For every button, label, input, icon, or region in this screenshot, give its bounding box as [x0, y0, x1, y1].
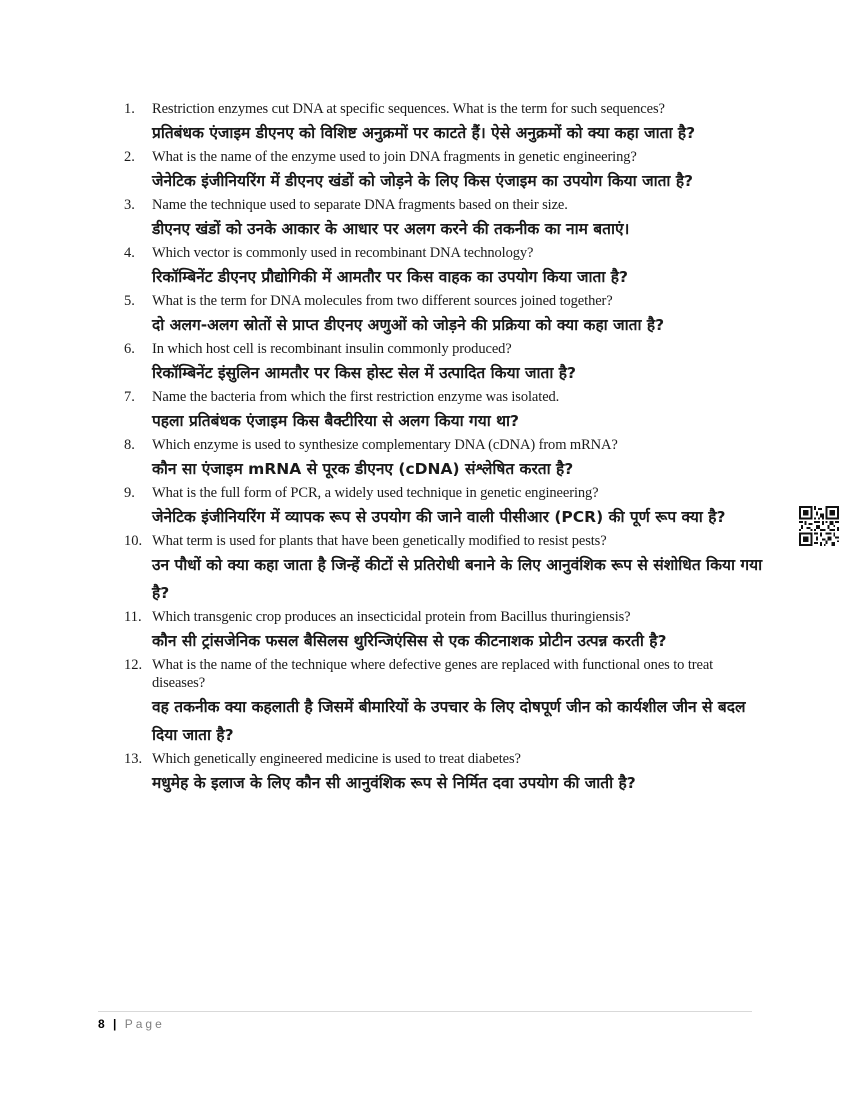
question-number: 9. — [124, 485, 135, 501]
qr-code-icon[interactable] — [799, 506, 839, 546]
question-number: 12. — [124, 657, 143, 673]
question-item — [124, 292, 764, 340]
question-body — [152, 244, 764, 292]
question-item — [124, 750, 764, 798]
question-hindi: वह तकनीक क्या कहलाती है जिसमें बीमारियों के उपचार के लिए दोषपूर्ण जीन को कार्यशील जीन से बदल दिया जाता है? — [152, 698, 746, 744]
question-number: 13. — [124, 751, 143, 767]
question-english: Which transgenic crop produces an insecticidal protein from Bacillus thuringiensis? — [152, 609, 631, 625]
question-body — [152, 436, 764, 484]
question-body — [152, 484, 764, 532]
question-body — [152, 292, 764, 340]
question-item — [124, 532, 764, 608]
question-item — [124, 388, 764, 436]
question-list — [124, 100, 764, 798]
question-hindi: मधुमेह के इलाज के लिए कौन सी आनुवंशिक रूप से निर्मित दवा उपयोग की जाती है? — [152, 774, 636, 792]
question-item — [124, 244, 764, 292]
question-english: What is the name of the enzyme used to join DNA fragments in genetic engineering? — [152, 149, 637, 165]
question-number: 3. — [124, 197, 135, 213]
page-label: Page — [124, 1017, 165, 1031]
question-hindi: रिकॉम्बिनेंट डीएनए प्रौद्योगिकी में आमतौर पर किस वाहक का उपयोग किया जाता है? — [152, 268, 629, 286]
question-number: 8. — [124, 437, 135, 453]
question-body — [152, 388, 764, 436]
question-english: What is the name of the technique where defective genes are replaced with functional ones to treat diseases? — [152, 657, 714, 691]
question-number: 7. — [124, 389, 135, 405]
question-english: Which genetically engineered medicine is used to treat diabetes? — [152, 751, 521, 767]
question-english: Which vector is commonly used in recombinant DNA technology? — [152, 245, 534, 261]
question-hindi: दो अलग-अलग स्रोतों से प्राप्त डीएनए अणुओं को जोड़ने की प्रक्रिया को क्या कहा जाता है? — [152, 316, 665, 334]
question-english: Name the technique used to separate DNA fragments based on their size. — [152, 197, 568, 213]
question-english: What is the full form of PCR, a widely used technique in genetic engineering? — [152, 485, 599, 501]
question-number: 10. — [124, 533, 143, 549]
question-english: Name the bacteria from which the first restriction enzyme was isolated. — [152, 389, 560, 405]
question-english: In which host cell is recombinant insulin commonly produced? — [152, 341, 512, 357]
question-body — [152, 656, 764, 750]
question-item — [124, 100, 764, 148]
question-body — [152, 148, 764, 196]
question-hindi: कौन सी ट्रांसजेनिक फसल बैसिलस थुरिन्जिएंसिस से एक कीटनाशक प्रोटीन उत्पन्न करती है? — [152, 632, 667, 650]
question-number: 6. — [124, 341, 135, 357]
question-body — [152, 340, 764, 388]
question-item — [124, 608, 764, 656]
question-english: Which enzyme is used to synthesize complementary DNA (cDNA) from mRNA? — [152, 437, 618, 453]
question-hindi: उन पौधों को क्या कहा जाता है जिन्हें कीटों से प्रतिरोधी बनाने के लिए आनुवंशिक रूप से संशोधित किया गया है? — [152, 556, 763, 602]
question-item — [124, 436, 764, 484]
question-hindi: प्रतिबंधक एंजाइम डीएनए को विशिष्ट अनुक्रमों पर काटते हैं। ऐसे अनुक्रमों को क्या कहा जाता है? — [152, 124, 696, 142]
question-english: Restriction enzymes cut DNA at specific sequences. What is the term for such sequences? — [152, 101, 665, 117]
page-separator: | — [113, 1017, 117, 1031]
question-hindi: कौन सा एंजाइम mRNA से पूरक डीएनए (cDNA) संश्लेषित करता है? — [152, 460, 574, 478]
question-body — [152, 532, 764, 608]
question-item — [124, 196, 764, 244]
question-body — [152, 100, 764, 148]
question-hindi: पहला प्रतिबंधक एंजाइम किस बैक्टीरिया से अलग किया गया था? — [152, 412, 520, 430]
question-item — [124, 148, 764, 196]
question-english: What term is used for plants that have been genetically modified to resist pests? — [152, 533, 607, 549]
question-hindi: जेनेटिक इंजीनियरिंग में डीएनए खंडों को जोड़ने के लिए किस एंजाइम का उपयोग किया जाता है? — [152, 172, 694, 190]
page-footer — [98, 1016, 165, 1032]
question-hindi: जेनेटिक इंजीनियरिंग में व्यापक रूप से उपयोग की जाने वाली पीसीआर (PCR) की पूर्ण रूप क्या है? — [152, 508, 726, 526]
question-item — [124, 484, 764, 532]
question-hindi: रिकॉम्बिनेंट इंसुलिन आमतौर पर किस होस्ट सेल में उत्पादित किया जाता है? — [152, 364, 576, 382]
question-item — [124, 340, 764, 388]
question-number: 1. — [124, 101, 135, 117]
page-number: 8 — [98, 1017, 105, 1031]
question-item — [124, 656, 764, 750]
question-body — [152, 608, 764, 656]
question-english: What is the term for DNA molecules from two different sources joined together? — [152, 293, 613, 309]
question-number: 11. — [124, 609, 142, 625]
question-body — [152, 196, 764, 244]
question-body — [152, 750, 764, 798]
question-number: 2. — [124, 149, 135, 165]
question-hindi: डीएनए खंडों को उनके आकार के आधार पर अलग करने की तकनीक का नाम बताएं। — [152, 220, 630, 238]
question-number: 4. — [124, 245, 135, 261]
footer-divider — [98, 1011, 752, 1012]
question-number: 5. — [124, 293, 135, 309]
